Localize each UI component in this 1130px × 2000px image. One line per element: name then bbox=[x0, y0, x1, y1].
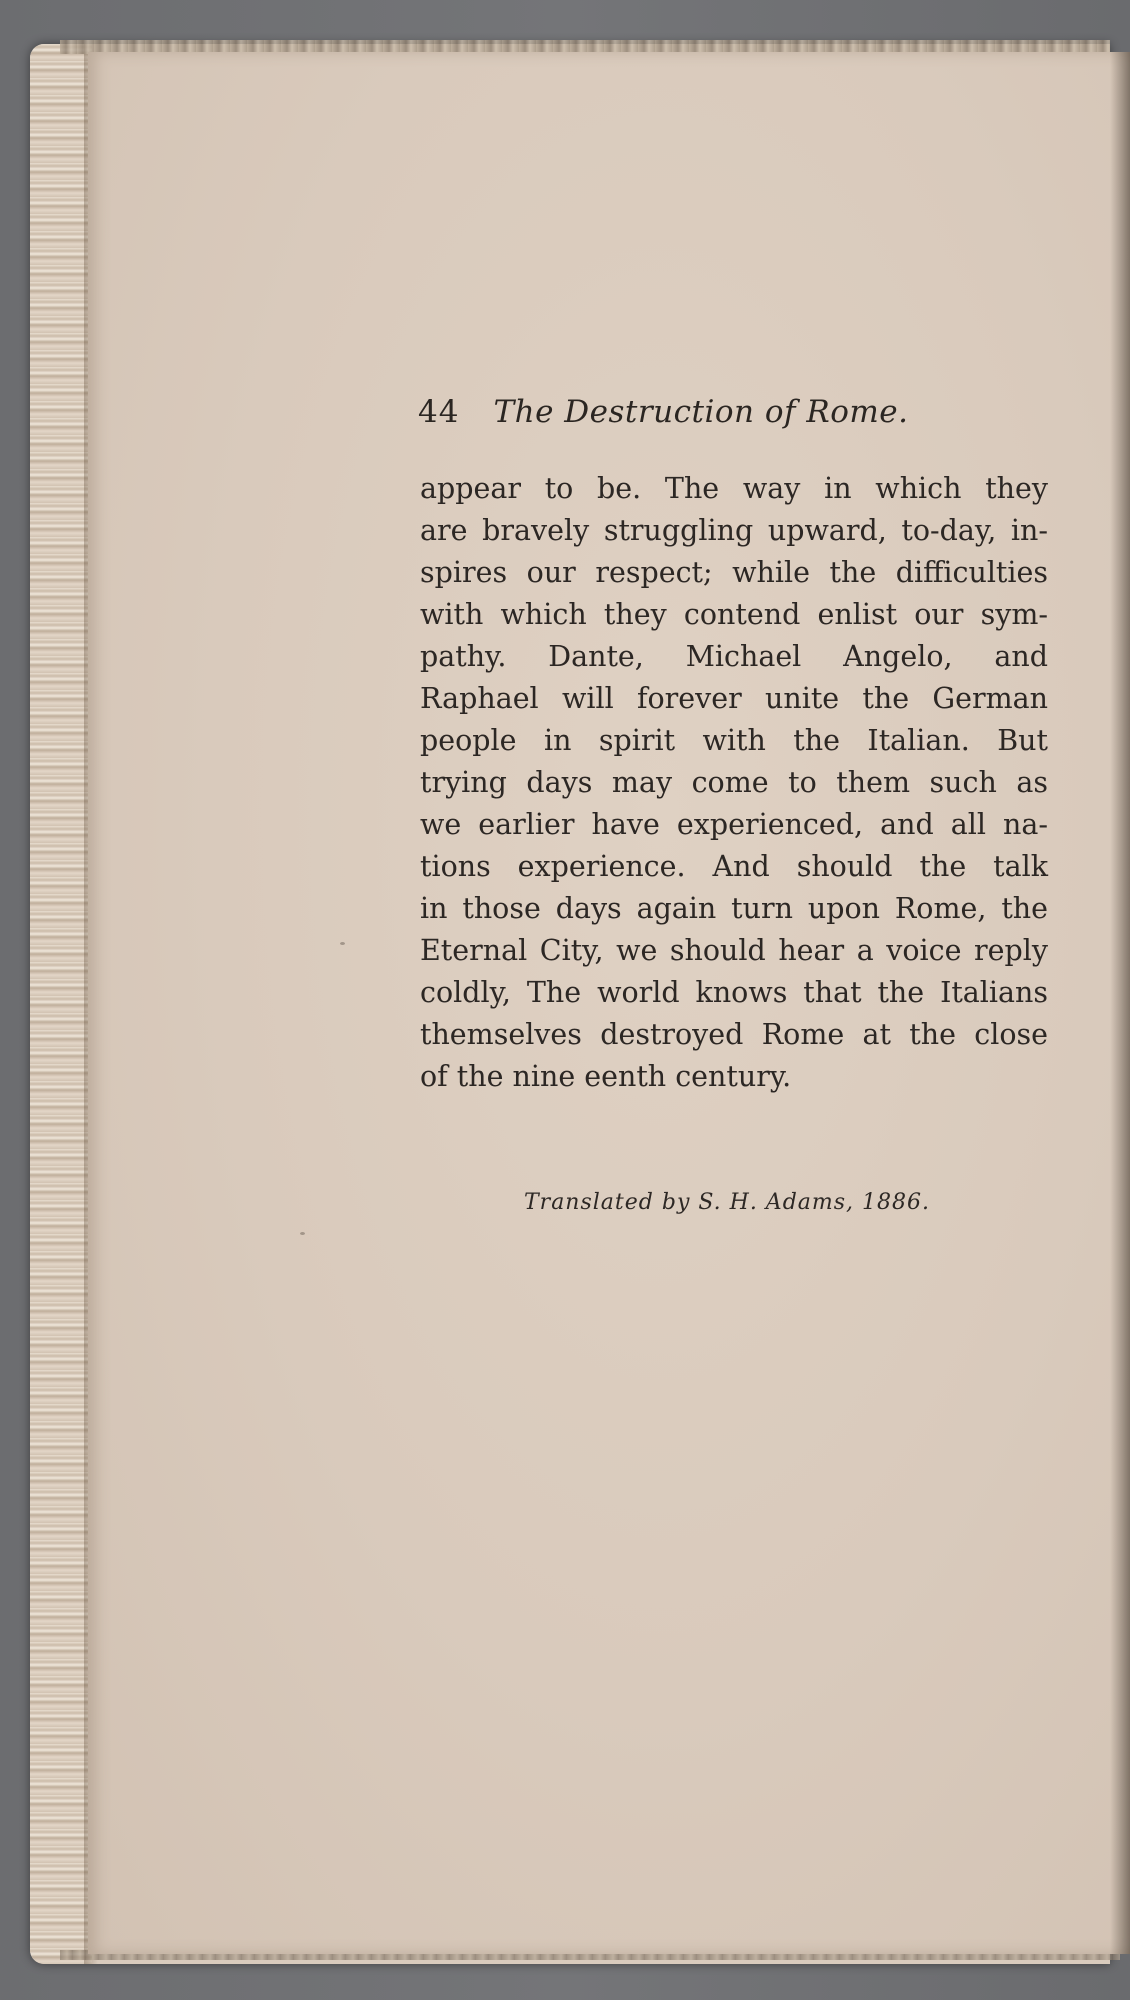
text-line: Raphael will forever unite the German bbox=[420, 682, 1048, 715]
text-line-last: of the nine eenth century. bbox=[420, 1060, 792, 1093]
text-line: appear to be. The way in which they bbox=[420, 472, 1048, 505]
paper-speck bbox=[300, 1232, 305, 1235]
paper-speck bbox=[340, 942, 345, 945]
running-title: The Destruction of Rome. bbox=[493, 394, 909, 430]
text-line: Eternal City, we should hear a voice reply bbox=[420, 934, 1048, 967]
translator-credit: Translated by S. H. Adams, 1886. bbox=[524, 1190, 931, 1215]
text-line: spires our respect; while the difficulties bbox=[420, 556, 1048, 589]
text-line: pathy. Dante, Michael Angelo, and bbox=[420, 640, 1048, 673]
text-line: are bravely struggling upward, to-day, in- bbox=[420, 514, 1048, 547]
text-line: in those days again turn upon Rome, the bbox=[420, 892, 1048, 925]
text-line: tions experience. And should the talk bbox=[420, 850, 1048, 883]
page-number: 44 bbox=[418, 394, 460, 430]
body-paragraph bbox=[420, 468, 1048, 1098]
gutter-shadow bbox=[1110, 52, 1130, 1954]
text-line: with which they contend enlist our sym- bbox=[420, 598, 1048, 631]
running-header bbox=[418, 394, 1068, 450]
text-line: people in spirit with the Italian. But bbox=[420, 724, 1048, 757]
text-line: themselves destroyed Rome at the close bbox=[420, 1018, 1048, 1051]
text-line: coldly, The world knows that the Italians bbox=[420, 976, 1048, 1009]
text-line: trying days may come to them such as bbox=[420, 766, 1048, 799]
text-line: we earlier have experienced, and all na- bbox=[420, 808, 1048, 841]
